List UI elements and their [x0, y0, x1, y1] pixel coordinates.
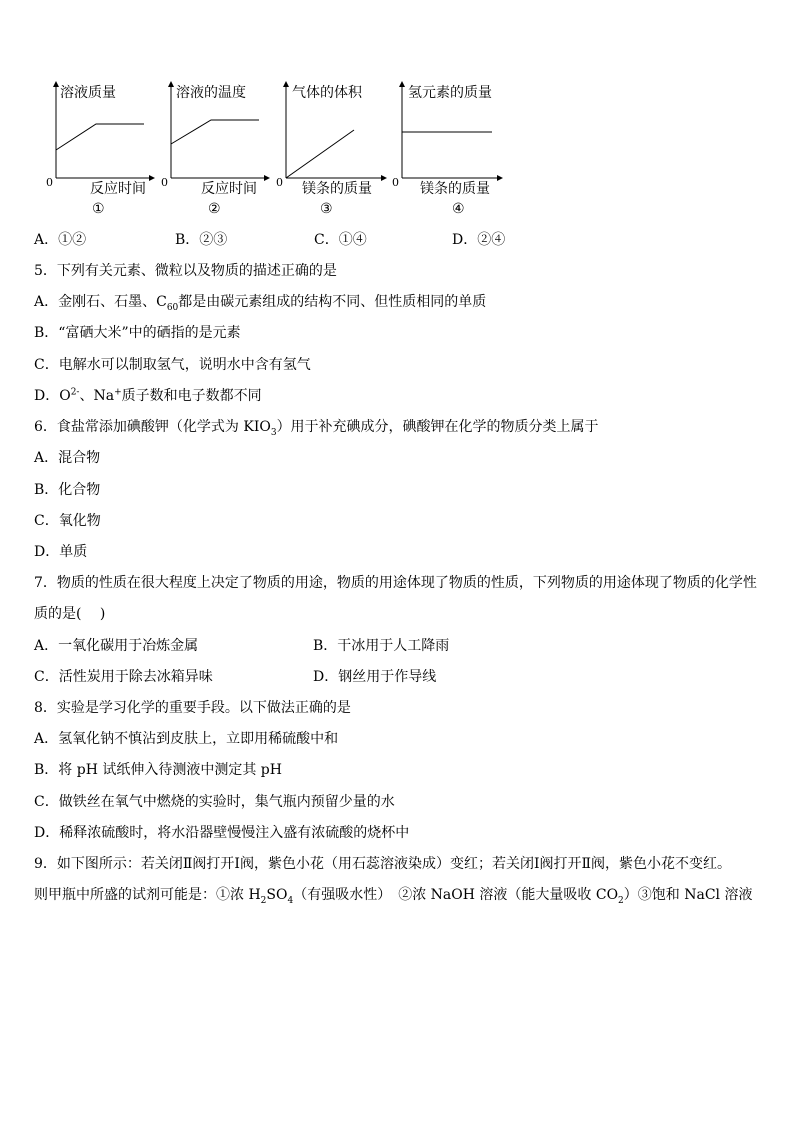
graph-3-curve: [286, 130, 354, 178]
q9-stem-line1: 9．如下图所示：若关闭Ⅱ阀打开Ⅰ阀，紫色小花（用石蕊溶液染成）变红；若关闭Ⅰ阀打开Ⅱ阀，紫色小花不变红。: [34, 856, 731, 872]
q5-option-c: C．电解水可以制取氢气，说明水中含有氢气: [34, 357, 311, 373]
q8-option-d: D．稀释浓硫酸时，将水沿器壁慢慢注入盛有浓硫酸的烧杯中: [34, 825, 410, 841]
graph-2-number: ②: [208, 201, 221, 217]
graph-3-ylabel: 气体的体积: [292, 85, 362, 101]
graph-2-curve: [171, 120, 259, 144]
q4-option-d: D．②④: [452, 232, 506, 248]
q8-option-b: B．将 pH 试纸伸入待测液中测定其 pH: [34, 762, 282, 778]
graph-1-origin: 0: [46, 176, 53, 189]
graph-4-number: ④: [452, 201, 465, 217]
graph-2-origin: 0: [161, 176, 168, 189]
graph-3-xlabel: 镁条的质量: [302, 181, 372, 197]
q4-option-c: C．①④: [314, 232, 367, 248]
graph-3-number: ③: [320, 201, 333, 217]
q7-option-d: D．钢丝用于作导线: [313, 669, 437, 685]
graph-1-ylabel: 溶液质量: [60, 85, 116, 101]
graph-2-xlabel: 反应时间: [201, 181, 257, 197]
q7-option-c: C．活性炭用于除去冰箱异味: [34, 669, 213, 685]
q4-option-b: B．②③: [175, 232, 228, 248]
q7-option-b: B．干冰用于人工降雨: [313, 638, 450, 654]
q8-option-a: A．氢氧化钠不慎沾到皮肤上，立即用稀硫酸中和: [34, 731, 339, 747]
graph-1-number: ①: [92, 201, 105, 217]
graph-1: [40, 72, 160, 222]
graph-2-ylabel: 溶液的温度: [176, 85, 246, 101]
q5-stem: 5．下列有关元素、微粒以及物质的描述正确的是: [34, 263, 337, 279]
q5-option-d: D．$O^{2-}$、Na+质子数和电子数都不同: [34, 387, 262, 404]
graph-1-xlabel: 反应时间: [90, 181, 146, 197]
graph-4: [386, 72, 506, 222]
q5-option-a: A．金刚石、石墨、$C_{60}$都是由碳元素组成的结构不同、但性质相同的单质: [34, 294, 487, 313]
q6-option-d: D．单质: [34, 544, 88, 560]
q6-option-b: B．化合物: [34, 482, 101, 498]
q7-stem-line1: 7．物质的性质在很大程度上决定了物质的用途，物质的用途体现了物质的性质，下列物质的用途体现了物质的化学性: [34, 575, 757, 591]
graph-4-xlabel: 镁条的质量: [420, 181, 490, 197]
graph-3-origin: 0: [276, 176, 283, 189]
q6-stem: 6．食盐常添加碘酸钾（化学式为 $KIO_3$）用于补充碘成分，碘酸钾在化学的物质分类上属于: [34, 419, 599, 438]
q7-stem-line2: 质的是( ): [34, 606, 106, 622]
q6-option-c: C．氧化物: [34, 513, 101, 529]
graph-4-origin: 0: [392, 176, 399, 189]
graph-3: [270, 72, 390, 222]
q8-option-c: C．做铁丝在氧气中燃烧的实验时，集气瓶内预留少量的水: [34, 794, 395, 810]
q9-stem-line2: 则甲瓶中所盛的试剂可能是：①浓 $H_2SO_4$（有强吸水性） ②浓 NaOH 溶液（能大量吸收 $CO_2)③$饱和 NaCl 溶液: [34, 887, 753, 906]
q6-option-a: A．混合物: [34, 450, 101, 466]
graph-1-curve: [56, 124, 144, 150]
graph-4-ylabel: 氢元素的质量: [408, 85, 492, 101]
q7-option-a: A．一氧化碳用于冶炼金属: [34, 638, 199, 654]
q8-stem: 8．实验是学习化学的重要手段。以下做法正确的是: [34, 700, 351, 716]
q5-option-b: B．“富硒大米”中的硒指的是元素: [34, 325, 241, 341]
q4-option-a: A．①②: [34, 232, 87, 248]
graph-2: [155, 72, 275, 222]
